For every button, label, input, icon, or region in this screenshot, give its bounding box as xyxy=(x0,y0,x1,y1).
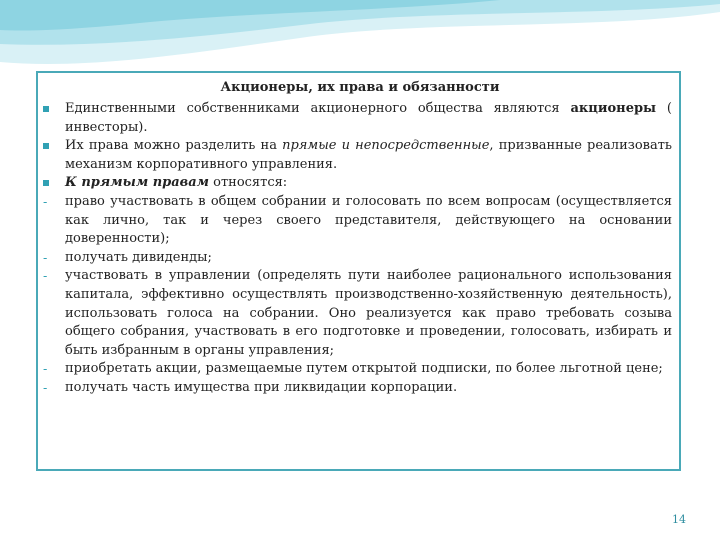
list-item xyxy=(40,360,672,379)
item-text: право участвовать в общем собрании и голосовать по всем вопросам (осуществляется как лично, так и через своего представителя, действующего на основании доверенности); xyxy=(65,193,672,247)
slide-title: Акционеры, их права и обязанности xyxy=(220,80,500,95)
square-bullet-icon xyxy=(40,137,58,156)
item-text: приобретать акции, размещаемые путем открытой подписки, по более льготной цене; xyxy=(65,361,663,377)
dash-bullet-icon xyxy=(40,379,58,398)
item-text: получать часть имущества при ликвидации корпорации. xyxy=(65,379,458,395)
item-text: ( инвесторы). xyxy=(65,101,672,135)
list-item xyxy=(40,137,672,174)
list-item xyxy=(40,249,672,268)
list-item xyxy=(40,193,672,249)
item-text: К прямым правам xyxy=(65,175,209,191)
item-text: относятся: xyxy=(209,175,288,191)
dash-bullet-icon xyxy=(40,360,58,379)
dash-bullet-icon xyxy=(40,193,58,212)
list-item xyxy=(40,379,672,398)
square-bullet-icon xyxy=(40,100,58,119)
page-number: 14 xyxy=(672,513,686,526)
list-item xyxy=(40,100,672,137)
item-text: участвовать в управлении (определять пути наиболее рационального использования капитала, эффективно осуществлять производственно-хозяйственную деятельность), использовать голоса на собрании. Оно реализуется как право требовать созыва общего собрания, участвовать в его подготовке и проведении, голосовать, избирать и быть избранным в органы управления; xyxy=(65,268,672,358)
item-text: акционеры xyxy=(570,101,657,116)
item-text: получать дивиденды; xyxy=(65,249,212,265)
dash-bullet-icon xyxy=(40,249,58,268)
list-item xyxy=(40,267,672,360)
item-text: Их права можно разделить на xyxy=(65,138,283,154)
item-text: , призванные реализовать механизм корпоративного управления. xyxy=(65,138,672,172)
square-bullet-icon xyxy=(40,174,58,193)
item-text: Единственными собственниками акционерного общества являются xyxy=(65,101,571,116)
list-item xyxy=(40,174,672,193)
bullet-list xyxy=(40,100,672,398)
dash-bullet-icon xyxy=(40,267,58,286)
item-text: прямые и непосредственные xyxy=(282,138,490,154)
